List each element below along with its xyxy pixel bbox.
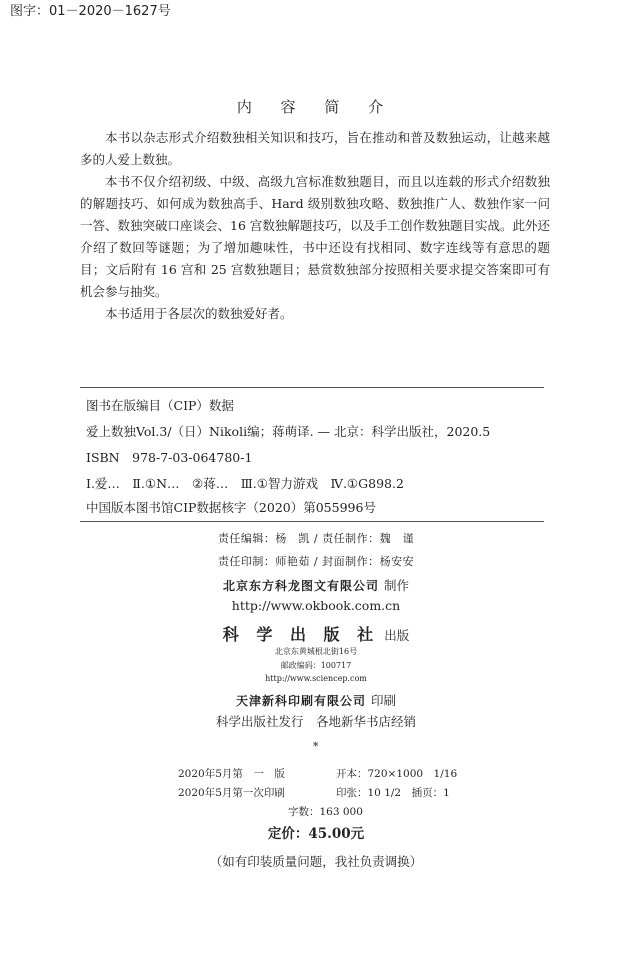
producer-name: 北京东方科龙图文有限公司	[222, 579, 379, 593]
producer-suffix: 制作	[384, 578, 410, 593]
cip-bibliographic-line: 爱上数独Vol.3/（日）Nikoli编；蒋萌译. — 北京：科学出版社，2020.5	[86, 424, 491, 439]
cip-isbn: ISBN 978-7-03-064780-1	[86, 450, 253, 465]
intro-paragraph: 本书适用于各层次的数独爱好者。	[105, 306, 293, 321]
publisher-address: 北京东黄城根北街16号	[274, 647, 358, 656]
publisher-name: 科 学 出 版 社	[222, 625, 380, 644]
distribution-line: 科学出版社发行 各地新华书店经销	[215, 714, 416, 729]
printer-name: 天津新科印刷有限公司	[235, 694, 366, 708]
producer-url: http://www.okbook.com.cn	[231, 598, 401, 613]
intro-title: 内 容 简 介	[236, 98, 396, 116]
format-info: 开本：720×1000 1/16	[336, 768, 458, 780]
price: 定价：45.00元	[267, 826, 365, 842]
producer-line	[0, 575, 632, 594]
printing-info: 2020年5月第一次印刷	[178, 787, 285, 799]
intro-paragraph: 本书不仅介绍初级、中级、高级九宫标准数独题目，而且以连载的形式介绍数独的解题技巧、如何成为数独高手、Hard 级别数独攻略、数独推广人、数独作家一问一答、数独突破口座谈会、16 宫数独解题技巧，以及手工创作数独题目实战。此外还介绍了数回等谜题；为了增加趣味性，书中还设有找相同、数字连线等有意思的题目；文后附有 16 宫和 25 宫数独题目；悬赏数独部分按照相关要求提交答案即可有机会参与抽奖。	[80, 174, 550, 299]
cip-top-rule	[80, 387, 544, 388]
permit-number: 图字：01－2020－1627号	[10, 4, 171, 19]
cip-classification: Ⅰ.爱… Ⅱ.①N… ②蒋… Ⅲ.①智力游戏 Ⅳ.①G898.2	[86, 476, 404, 491]
editors-line: 责任编辑：杨 凯 / 责任制作：魏 谨	[217, 532, 415, 545]
intro-text	[80, 127, 550, 325]
quality-note: （如有印装质量问题，我社负责调换）	[209, 854, 423, 869]
cip-bottom-rule	[80, 521, 544, 522]
separator-star: *	[313, 740, 319, 753]
edition-info: 2020年5月第 一 版	[178, 768, 285, 780]
word-count: 字数：163 000	[288, 806, 363, 818]
publisher-line	[0, 622, 632, 645]
publisher-url: http://www.sciencep.com	[265, 674, 367, 683]
cip-heading: 图书在版编目（CIP）数据	[86, 398, 234, 413]
printer-line	[0, 690, 632, 709]
sheets-info: 印张：10 1/2 插页：1	[336, 787, 450, 799]
publisher-suffix: 出版	[384, 628, 410, 643]
printer-suffix: 印刷	[371, 693, 397, 708]
publisher-postcode: 邮政编码：100717	[280, 661, 352, 670]
cip-record-number: 中国版本图书馆CIP数据核字（2020）第055996号	[86, 500, 376, 515]
print-design-line: 责任印制：师艳茹 / 封面制作：杨安安	[217, 555, 415, 568]
intro-paragraph: 本书以杂志形式介绍数独相关知识和技巧，旨在推动和普及数独运动，让越来越多的人爱上数独。	[80, 130, 550, 167]
